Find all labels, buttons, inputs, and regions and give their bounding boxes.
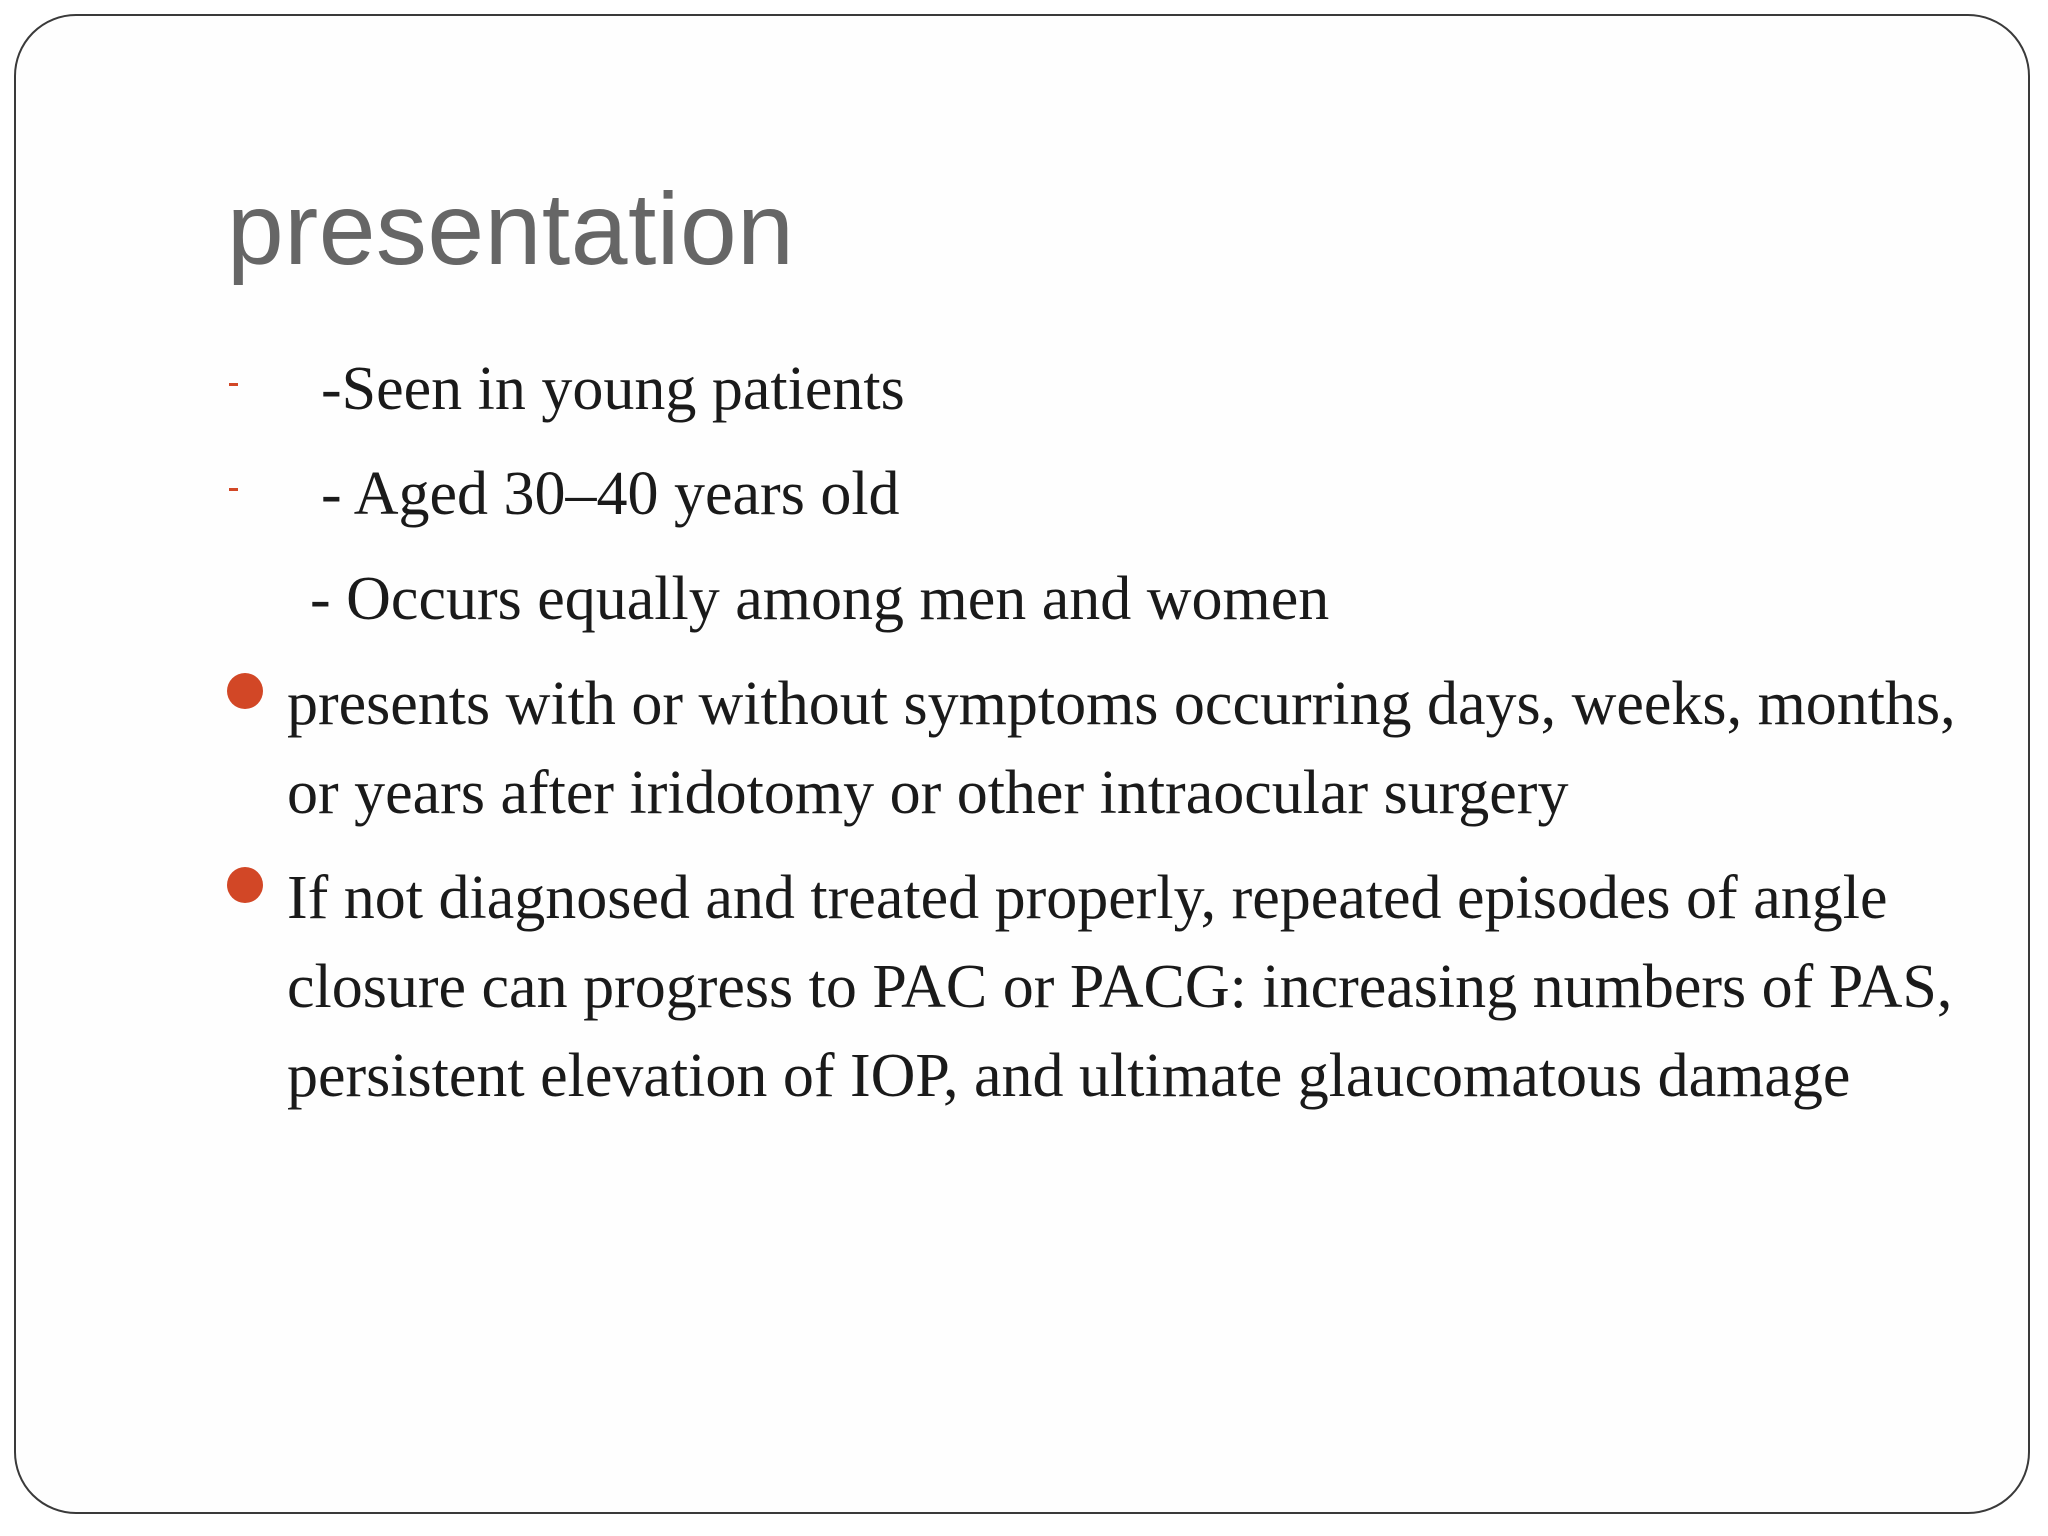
dash-bullet-icon <box>229 383 238 386</box>
sub-item-age-range: - Aged 30–40 years old <box>321 460 900 528</box>
round-bullet-icon <box>227 673 263 709</box>
sub-item-seen-young: -Seen in young patients <box>321 355 905 423</box>
round-bullet-icon <box>227 867 263 903</box>
dash-bullet-icon <box>229 488 238 491</box>
sub-item-sex-distribution: - Occurs equally among men and women <box>310 565 1330 633</box>
bullet-progression: If not diagnosed and treated properly, repeated episodes of angle closure can progress to PAC or PACG: increasing numbers of PAS, persistent elevation of IOP, and ultimate glaucomatous damage <box>287 864 1953 1110</box>
bullet-symptom-timing: presents with or without symptoms occurring days, weeks, months, or years after iridotomy or other intraocular surgery <box>287 670 1956 827</box>
slide-title: presentation <box>227 172 795 286</box>
